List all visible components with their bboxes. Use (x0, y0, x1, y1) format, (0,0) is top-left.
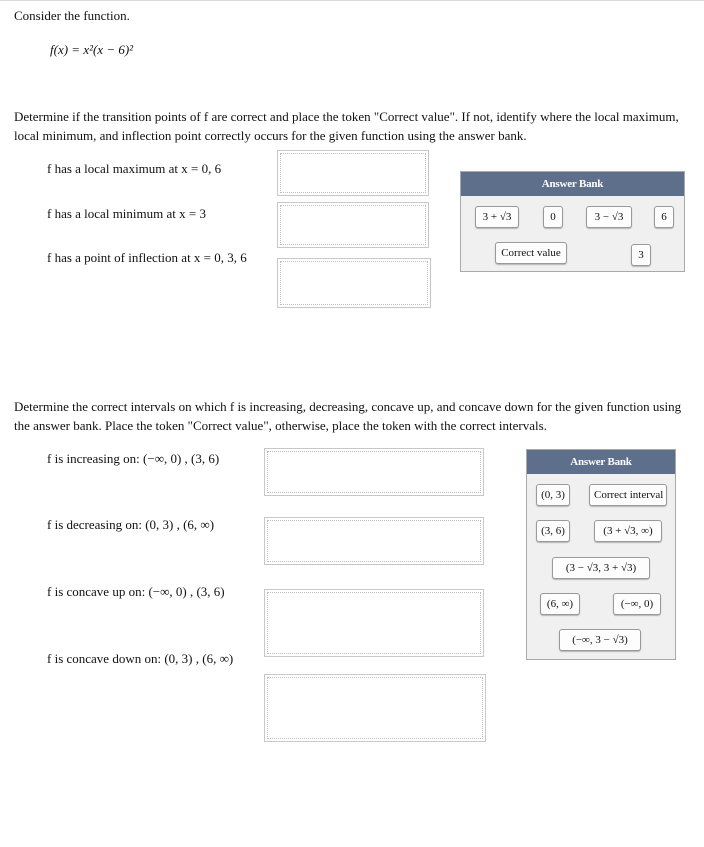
statement-inflection-point: f has a point of inflection at x = 0, 3, 6 (47, 250, 247, 265)
part2-instructions: Determine the correct intervals on which f is increasing, decreasing, concave up, and concave down for the given function using the answer bank. Place the token "Correct value", otherwise, place the token with the correct intervals. (14, 399, 682, 433)
token-interval-3-6[interactable]: (3, 6) (536, 520, 570, 542)
drop-target-concave-down[interactable] (264, 674, 486, 742)
statement-decreasing: f is decreasing on: (0, 3) , (6, ∞) (47, 517, 215, 532)
token-3-plus-sqrt3[interactable]: 3 + √3 (475, 206, 519, 228)
token-correct-interval[interactable]: Correct interval (589, 484, 667, 506)
drop-target-decreasing[interactable] (264, 517, 484, 565)
drop-target-local-maximum[interactable] (277, 150, 429, 196)
token-0[interactable]: 0 (543, 206, 563, 228)
drop-target-inflection-point[interactable] (277, 258, 431, 308)
intro-label: Consider the function. (14, 8, 130, 23)
token-correct-value[interactable]: Correct value (495, 242, 567, 264)
answer-bank-1 (460, 171, 685, 272)
token-6[interactable]: 6 (654, 206, 674, 228)
answer-bank-1-title: Answer Bank (461, 172, 684, 196)
token-interval-0-3[interactable]: (0, 3) (536, 484, 570, 506)
drop-target-concave-up[interactable] (264, 589, 484, 657)
statement-local-maximum: f has a local maximum at x = 0, 6 (47, 161, 222, 176)
token-interval-6-infinity[interactable]: (6, ∞) (540, 593, 580, 615)
token-3[interactable]: 3 (631, 244, 651, 266)
function-definition: f(x) = x²(x − 6)² (50, 42, 134, 57)
statement-increasing: f is increasing on: (−∞, 0) , (3, 6) (47, 451, 220, 466)
answer-bank-2 (526, 449, 676, 660)
part1-instructions: Determine if the transition points of f are correct and place the token "Correct value". If not, identify where the local maximum, local minimum, and inflection point correctly occurs for the given function using the answer bank. (14, 109, 679, 143)
token-interval-3-minus-sqrt3-3-plus-sqrt3[interactable]: (3 − √3, 3 + √3) (552, 557, 650, 579)
drop-target-increasing[interactable] (264, 448, 484, 496)
token-interval-neg-infinity-0[interactable]: (−∞, 0) (613, 593, 661, 615)
top-divider (0, 0, 704, 1)
token-interval-neg-infinity-3-minus-sqrt3[interactable]: (−∞, 3 − √3) (559, 629, 641, 651)
token-interval-3-plus-sqrt3-infinity[interactable]: (3 + √3, ∞) (594, 520, 662, 542)
statement-concave-down: f is concave down on: (0, 3) , (6, ∞) (47, 651, 234, 666)
answer-bank-2-title: Answer Bank (527, 450, 675, 474)
token-3-minus-sqrt3[interactable]: 3 − √3 (586, 206, 632, 228)
drop-target-local-minimum[interactable] (277, 202, 429, 248)
statement-local-minimum: f has a local minimum at x = 3 (47, 206, 206, 221)
statement-concave-up: f is concave up on: (−∞, 0) , (3, 6) (47, 584, 225, 599)
